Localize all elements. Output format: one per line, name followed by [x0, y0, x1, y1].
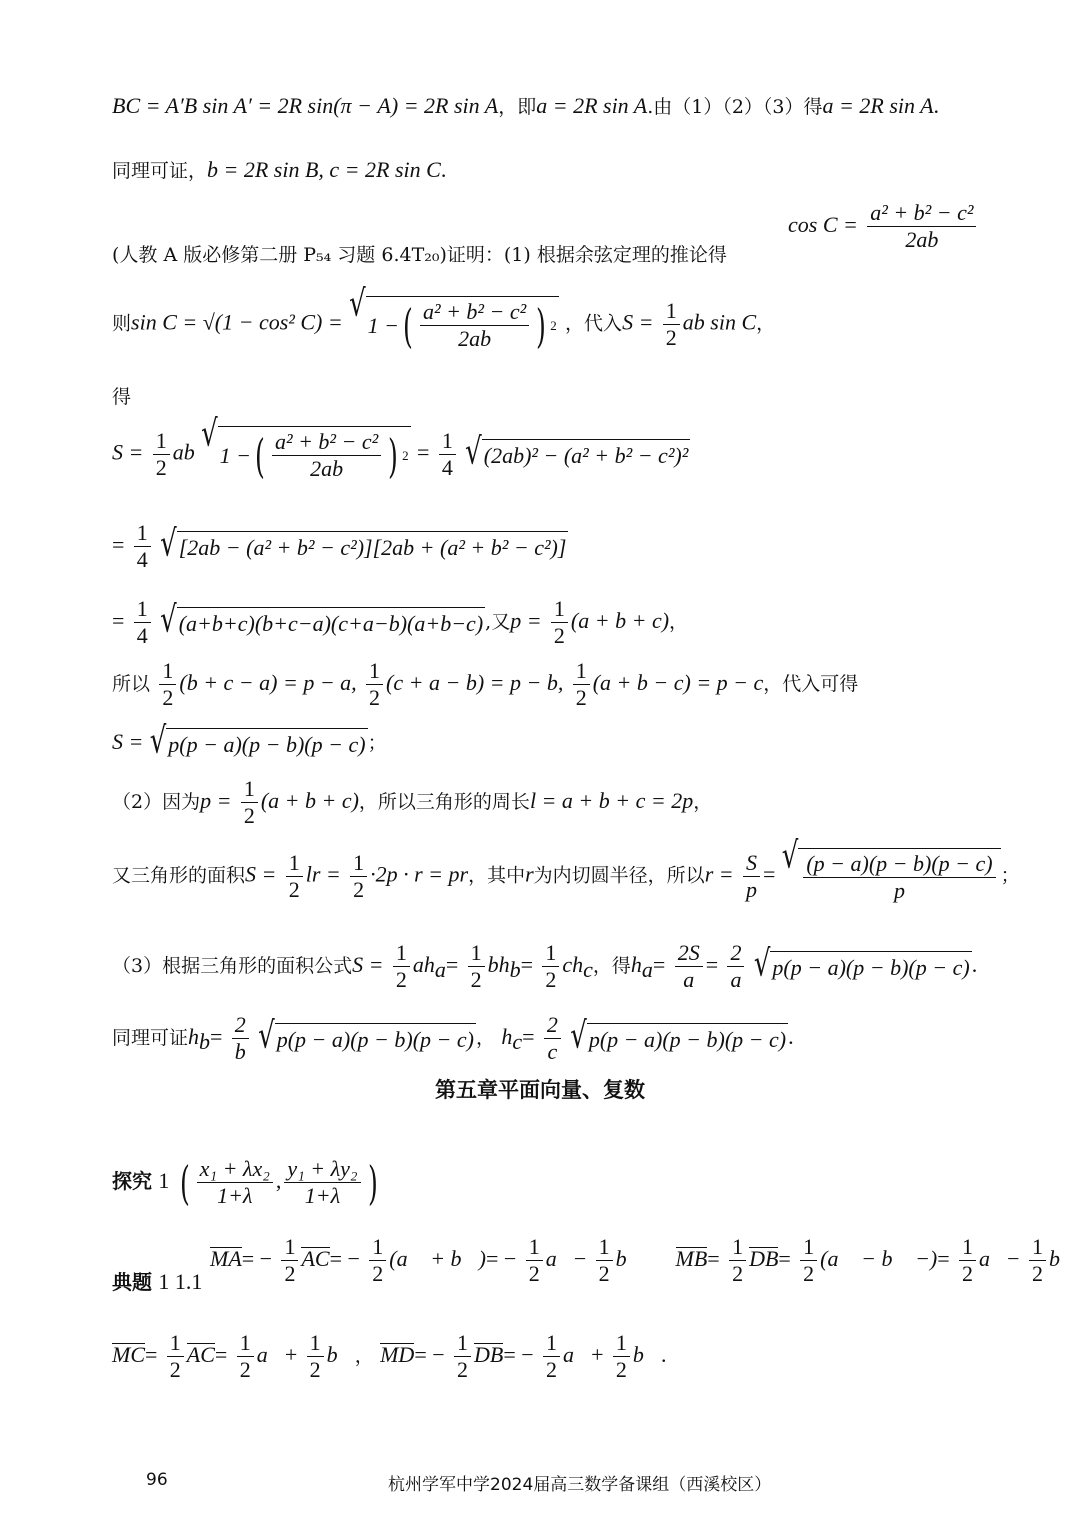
- proof-line-8: = $\frac{1}{4}$ √ (a+b+c)(b+c−a)(c+a−b)(a+b−c) ,又p = $\frac{1}{2}$ (a + b + c)，: [112, 596, 689, 648]
- proof-line-4: 则sin C = √(1 − cos² C) = √ 1 − ( $\frac{\text{a² + b² − c²}}{2ab}$ ) 2 ，代入S = $\frac{1}{2}$ ab sin C，: [112, 283, 776, 353]
- example-1-vectors-2: MC= $\frac{1}{2}$ AC= $\frac{1}{2}$ a⃗+ $\frac{1}{2}$ b⃗， MD= − $\frac{1}{2}$ DB= − $\frac{1}{2}$ a⃗+ $\frac{1}{2}$ b⃗.: [112, 1330, 667, 1382]
- chapter-heading: 第五章平面向量、复数: [435, 1078, 645, 1102]
- proof-line-1: BC = A′B sin A′ = 2R sin(π − A) = 2R sin A，即a = 2R sin A.由（1）（2）（3）得a = 2R sin A.: [112, 93, 940, 118]
- proof-line-2: 同理可证，b = 2R sin B, c = 2R sin C.: [112, 157, 447, 182]
- heron-formula: S = √ p(p − a)(p − b)(p − c) ；: [112, 720, 387, 763]
- example-1-label: 典题 1 1.1: [112, 1269, 203, 1294]
- sqrt-expression: √ 1 − ( $\frac{\text{a² + b² − c²}}{2ab}$ ) 2: [349, 283, 557, 353]
- page-number: 96: [146, 1470, 168, 1490]
- proof-line-5: 得: [112, 386, 132, 408]
- proof-line-14: 同理可证$h_b=$ $\frac{2}{b}$ √ p(p − a)(p − b)(p − c) ， $h_c=$ $\frac{2}{c}$ √ p(p − a)(p − b)(p − c) .: [112, 1012, 794, 1064]
- cosine-fraction: $\frac{\text{a² + b² − c²}}{2ab}$: [867, 200, 976, 253]
- cosine-formula: cos C = $\frac{\text{a² + b² − c²}}{2ab}$: [788, 200, 979, 253]
- proof-line-11: （2）因为p = $\frac{1}{2}$ (a + b + c)，所以三角形的周长l = a + b + c = 2p，: [112, 776, 713, 828]
- example-1-vectors: MA= − $\frac{1}{2}$ AC= − $\frac{1}{2}$ (a⃗ + b⃗)= − $\frac{1}{2}$ a⃗− $\frac{1}{2}$ b⃗ MB= $\frac{1}{2}$ DB= $\frac{1}{2}$ (a⃗ − b⃗ −)= $\frac{1}{2}$ a⃗− $\frac{1}{2}$ b⃗: [210, 1234, 1078, 1286]
- proof-line-9: 所以 $\frac{1}{2}$ (b + c − a) = p − a, $\frac{1}{2}$ (c + a − b) = p − b, $\frac{1}{2}$ (a + b − c) = p − c，代入可得: [112, 658, 859, 710]
- explore-1: 探究 1 ( $\frac{\text{x₁ + λx₂}}{1+\lambda}$ , $\frac{\text{y₁ + λy₂}}{1+\lambda}$ ): [112, 1155, 378, 1210]
- proof-line-12: 又三角形的面积S = $\frac{1}{2}$ lr = $\frac{1}{2}$ ·2p · r = pr，其中r为内切圆半径，所以r = $\frac{S}{p}$ = √ $\frac{(p - a)(p - b)(p - c)}{p}$ ；: [112, 835, 1020, 903]
- footer-school: 杭州学军中学2024届高三数学备课组（西溪校区）: [388, 1475, 772, 1495]
- proof-line-6: S = $\frac{1}{2}$ ab √ 1 − ( $\frac{\text{a² + b² − c²}}{2ab}$ ) 2 = $\frac{1}{4}$ √ (2ab)² − (a² + b² − c²)²: [112, 413, 689, 483]
- proof-line-3: (人教 A 版必修第二册 P₅₄ 习题 6.4T₂₀)证明：(1) 根据余弦定理的推论得: [112, 244, 727, 266]
- proof-line-13: （3）根据三角形的面积公式S = $\frac{1}{2}$ $ah_a=$ $\frac{1}{2}$ $bh_b=$ $\frac{1}{2}$ $ch_c$，得$h_a=$ $\frac{2S}{a}$ = $\frac{2}{a}$ √ p(p − a)(p − b)(p − c) .: [112, 940, 978, 992]
- proof-line-7: = $\frac{1}{4}$ √ [2ab − (a² + b² − c²)][2ab + (a² + b² − c²)]: [112, 520, 567, 572]
